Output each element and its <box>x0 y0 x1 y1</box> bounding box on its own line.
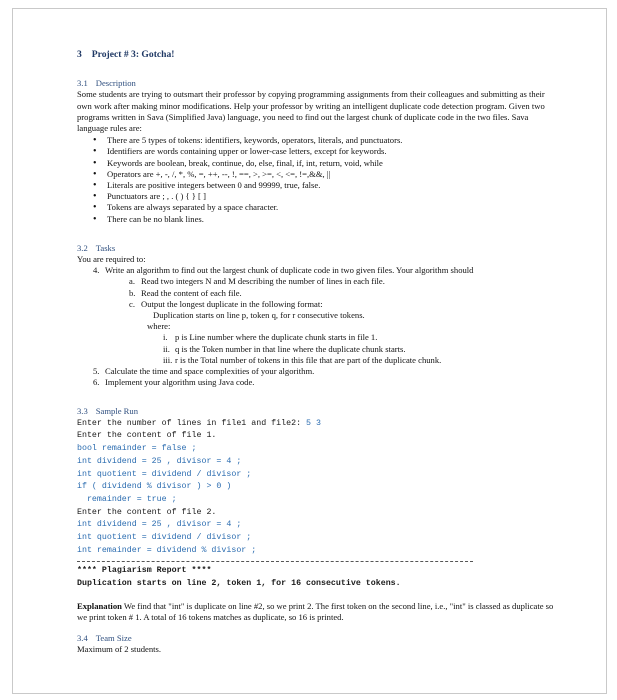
rule-item: • Identifiers are words containing upper or lower-case letters, except for keywords. <box>93 146 557 157</box>
console-input: 5 3 <box>306 418 321 428</box>
roman-item <box>77 332 557 343</box>
code-line: remainder = true ; <box>77 494 177 504</box>
code-line: int quotient = dividend / divisor ; <box>77 469 252 479</box>
code-line: int quotient = dividend / divisor ; <box>77 533 252 543</box>
task-subitem <box>77 276 557 287</box>
rule-item: • There can be no blank lines. <box>93 214 557 225</box>
task-text: Write an algorithm to find out the largest chunk of duplicate code in two given files. Your algorithm should <box>105 265 474 276</box>
report-result: Duplication starts on line 2, token 1, for 16 consecutive tokens. <box>77 579 401 589</box>
document-content <box>77 49 557 656</box>
code-line: int dividend = 25 , divisor = 4 ; <box>77 520 242 530</box>
sample-title: Sample Run <box>95 406 139 417</box>
description-title: Description <box>95 78 136 89</box>
task-item-5 <box>77 366 557 377</box>
tasks-title: Tasks <box>95 242 116 253</box>
console-prompt: Enter the content of file 2. <box>77 507 217 517</box>
rule-item: • Keywords are boolean, break, continue, do, else, final, if, int, return, void, while <box>93 158 557 169</box>
roman-label: ii. <box>163 343 170 354</box>
rules-list <box>77 135 557 225</box>
task-text: Implement your algorithm using Java code. <box>105 377 255 388</box>
console-prompt: Enter the content of file 1. <box>77 431 217 441</box>
description-paragraph: Some students are trying to outsmart their professor by copying programming assignments from their colleagues and submitting as their own work after making minor modifications. Help your professor by writing an intelligent duplicate code detection program. Given two programs written in Sava (Simplified Java) language, you need to find out the largest chunk of duplicate code in the two files. Sava language rules are: <box>77 89 545 134</box>
roman-text: p is Line number where the duplicate chunk starts in file 1. <box>175 332 378 343</box>
rule-item: • Operators are +, -, /, *, %, =, ++, --, !, ==, >, >=, <, <=, !=,&&, || <box>93 169 557 180</box>
team-title: Team Size <box>95 633 132 644</box>
subitem-label: a. <box>129 276 135 287</box>
team-heading <box>77 633 557 644</box>
subitem-text: Output the longest duplicate in the following format: <box>141 298 323 309</box>
roman-item <box>77 344 557 355</box>
document-page <box>12 8 607 694</box>
description-number: 3.1 <box>77 78 88 89</box>
dashed-divider <box>77 561 473 562</box>
subitem-text: Read two integers N and M describing the number of lines in each file. <box>141 276 385 287</box>
code-line: if ( dividend % divisor ) > 0 ) <box>77 482 232 492</box>
rule-item: • There are 5 types of tokens: identifiers, keywords, operators, literals, and punctuators. <box>93 135 557 146</box>
console-prompt-lines <box>77 418 557 431</box>
explanation-label: Explanation <box>77 600 122 611</box>
tasks-heading <box>77 243 557 254</box>
roman-text: q is the Token number in that line where the duplicate chunk starts. <box>175 343 406 354</box>
task-number: 6. <box>93 377 100 388</box>
tasks-intro: You are required to: <box>77 254 146 265</box>
task-subitem <box>77 299 557 310</box>
subitem-label: c. <box>129 298 135 309</box>
rule-item: • Tokens are always separated by a space character. <box>93 202 557 213</box>
rule-item: • Literals are positive integers between 0 and 99999, true, false. <box>93 180 557 191</box>
sample-heading <box>77 406 557 417</box>
explanation-text: We find that "int" is duplicate on line #2, so we print 2. The first token on the second line, i.e., "int" is classed as duplicate so we print token # 1. A total of 16 tokens matches as duplicate, so 16 is printed. <box>77 600 554 623</box>
task-number: 4. <box>93 265 100 276</box>
code-line: int dividend = 25 , divisor = 4 ; <box>77 456 242 466</box>
roman-text: r is the Total number of tokens in this file that are part of the duplicate chunk. <box>175 354 442 365</box>
rule-item: • Punctuators are ; , . ( ) { } [ ] <box>93 191 557 202</box>
project-number: 3 <box>77 49 82 60</box>
code-line: int remainder = dividend % divisor ; <box>77 545 257 555</box>
code-line: bool remainder = false ; <box>77 444 197 454</box>
team-number: 3.4 <box>77 633 88 644</box>
task-subitem <box>77 288 557 299</box>
roman-label: iii. <box>163 354 173 365</box>
where-label: where: <box>147 321 171 332</box>
roman-label: i. <box>163 332 168 343</box>
explanation-paragraph <box>77 601 557 623</box>
tasks-number: 3.2 <box>77 242 88 253</box>
task-text: Calculate the time and space complexities of your algorithm. <box>105 366 315 377</box>
task-item-6 <box>77 377 557 388</box>
subitem-label: b. <box>129 287 136 298</box>
sample-number: 3.3 <box>77 406 88 417</box>
report-title: **** Plagiarism Report **** <box>77 566 212 576</box>
project-title: Project # 3: Gotcha! <box>91 49 175 60</box>
team-text: Maximum of 2 students. <box>77 644 162 655</box>
subitem-text: Read the content of each file. <box>141 287 242 298</box>
project-heading <box>77 49 557 60</box>
task-number: 5. <box>93 366 100 377</box>
task-item-4 <box>77 265 557 276</box>
format-line: Duplication starts on line p, token q, for r consecutive tokens. <box>153 310 365 321</box>
roman-item <box>77 355 557 366</box>
description-heading <box>77 78 557 89</box>
console-prompt: Enter the number of lines in file1 and file2: <box>77 418 307 428</box>
